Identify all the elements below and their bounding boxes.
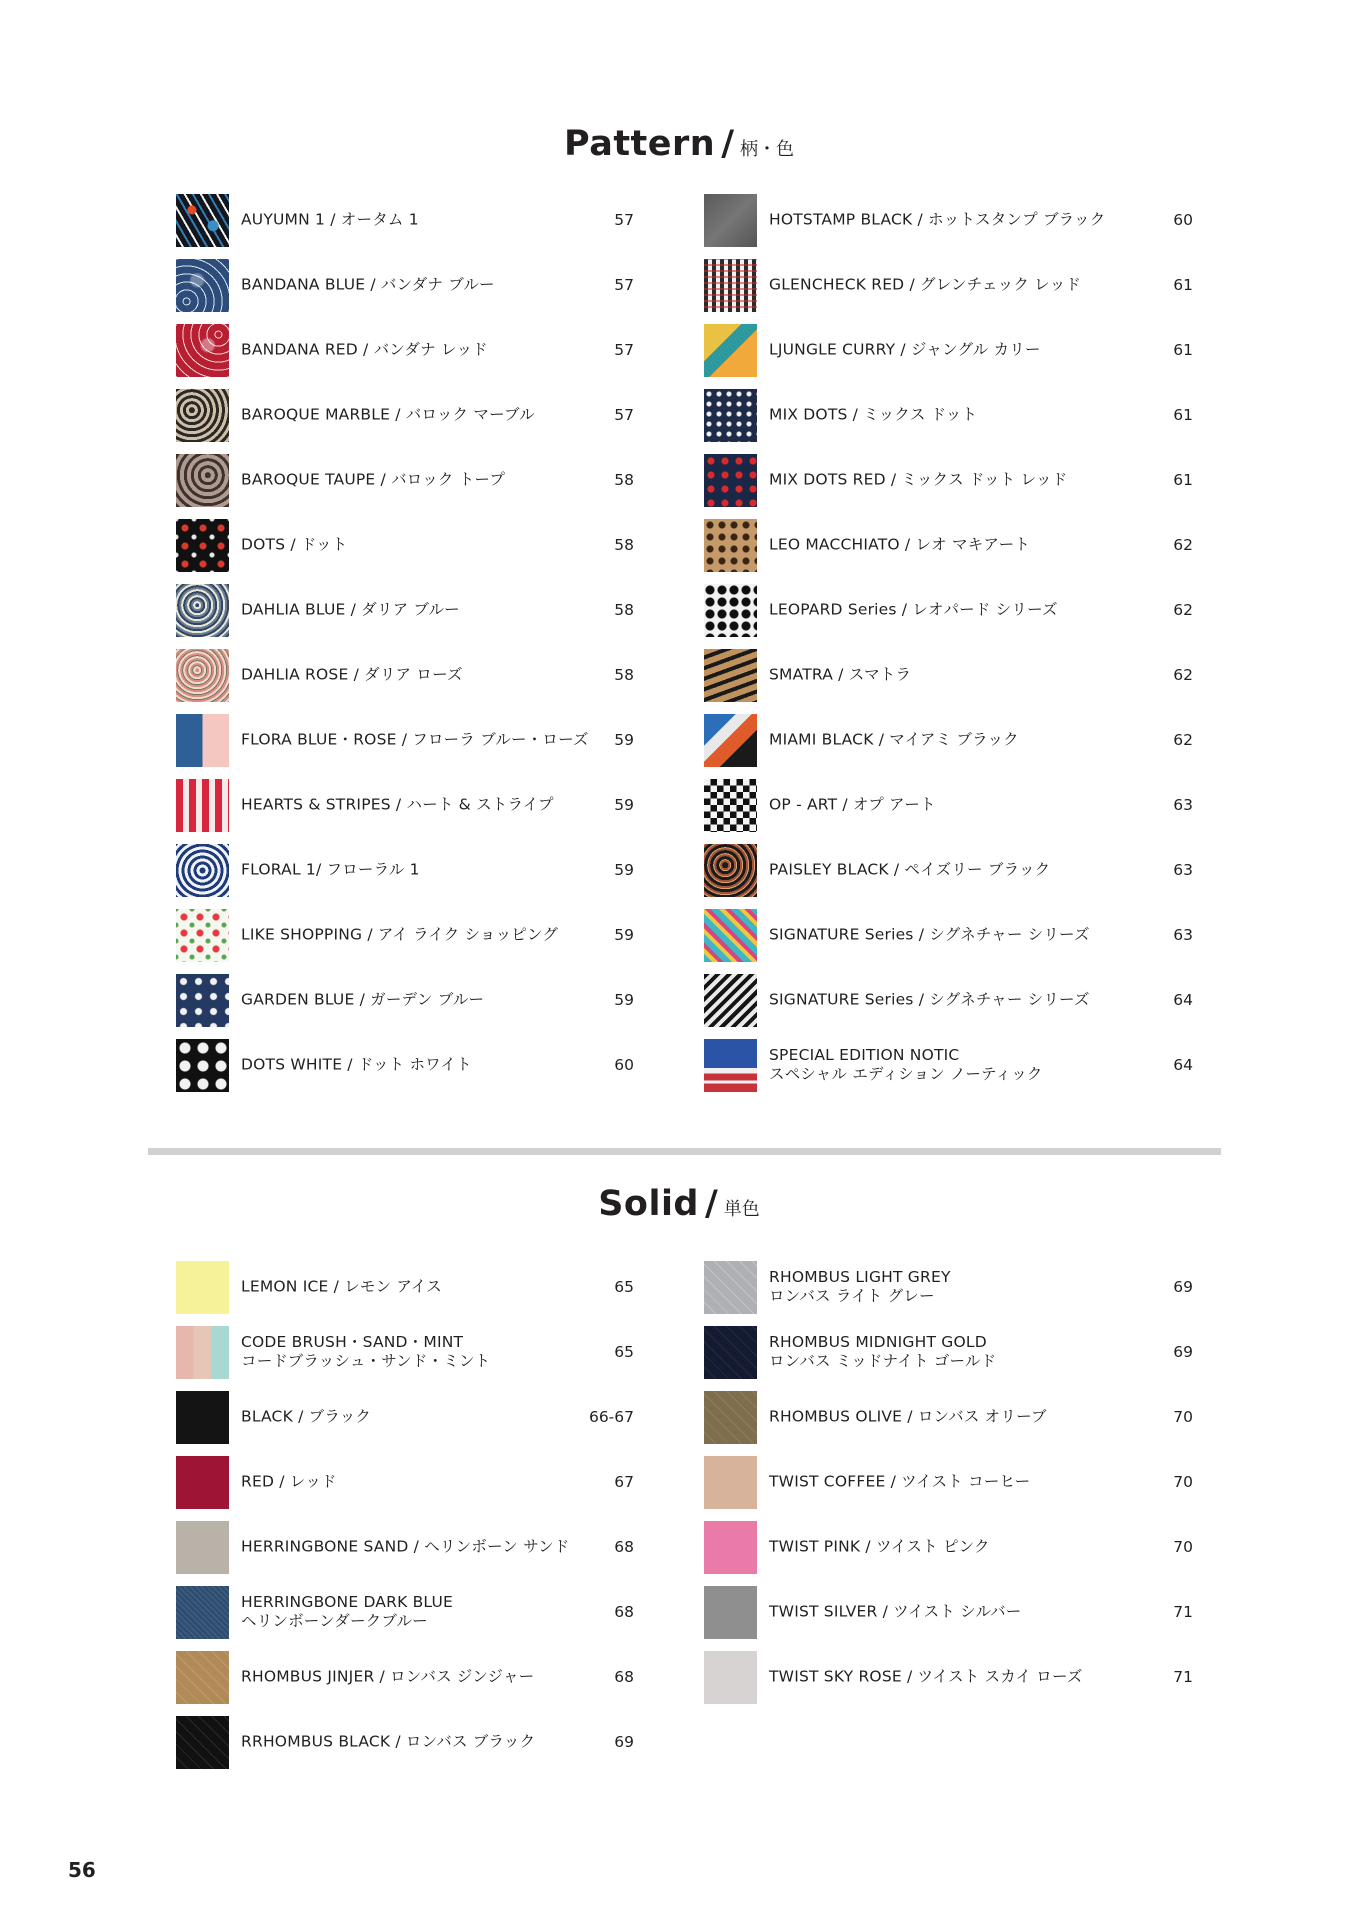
pattern-item-name: SPECIAL EDITION NOTIC: [769, 1046, 960, 1064]
pattern-item: [176, 259, 634, 324]
pattern-title-en: Pattern: [563, 124, 716, 164]
solid-item-name: RHOMBUS LIGHT GREY: [769, 1268, 951, 1286]
pattern-item: [704, 194, 1193, 259]
mix-dots-red-swatch: [704, 454, 757, 507]
hearts-swatch: [176, 779, 229, 832]
solid-item: [176, 1326, 634, 1391]
solid-item-name: RRHOMBUS BLACK / ロンバス ブラック: [241, 1732, 536, 1751]
pattern-item-label: [241, 926, 601, 945]
solid-item-name-ja: ロンバス ライト グレー: [769, 1287, 935, 1305]
pattern-item-name-ja: スペシャル エディション ノーティック: [769, 1065, 1043, 1083]
rhombus-jinjer-swatch: [176, 1651, 229, 1704]
solid-item-name-ja: ヘリンボーンダークブルー: [241, 1612, 428, 1630]
dahlia-rose-swatch: [176, 649, 229, 702]
pattern-item-name: MIAMI BLACK / マイアミ ブラック: [769, 730, 1019, 749]
solid-item-page: 70: [1173, 1473, 1193, 1491]
solid-item-label: [241, 1278, 601, 1297]
solid-item-page: 67: [614, 1473, 634, 1491]
garden-blue-swatch: [176, 974, 229, 1027]
hotstamp-swatch: [704, 194, 757, 247]
pattern-item: [176, 909, 634, 974]
solid-item-page: 66-67: [588, 1408, 634, 1426]
pattern-item-name: OP - ART / オプ アート: [769, 795, 936, 814]
flora-swatch: [176, 714, 229, 767]
pattern-item-page: 63: [1173, 796, 1193, 814]
solid-item-label: [769, 1408, 1129, 1427]
herringbone-blue-swatch: [176, 1586, 229, 1639]
solid-item-name-ja: ロンバス ミッドナイト ゴールド: [769, 1352, 997, 1370]
op-art-swatch: [704, 779, 757, 832]
solid-item: [176, 1456, 634, 1521]
paisley-swatch: [704, 844, 757, 897]
pattern-item-label: [769, 276, 1129, 295]
signature-2-swatch: [704, 974, 757, 1027]
solid-item-label: [241, 1733, 601, 1752]
shopping-swatch: [176, 909, 229, 962]
red-swatch: [176, 1456, 229, 1509]
pattern-item: [704, 909, 1193, 974]
solid-item: [704, 1586, 1193, 1651]
pattern-item-label: [241, 601, 601, 620]
pattern-item-page: 59: [614, 991, 634, 1009]
solid-item-name: RHOMBUS MIDNIGHT GOLD: [769, 1333, 987, 1351]
solid-item-label: [241, 1408, 601, 1427]
pattern-item-name: DOTS WHITE / ドット ホワイト: [241, 1055, 472, 1074]
pattern-item-page: 62: [1173, 666, 1193, 684]
signature-1-swatch: [704, 909, 757, 962]
miami-swatch: [704, 714, 757, 767]
pattern-item: [176, 194, 634, 259]
pattern-item-page: 62: [1173, 731, 1193, 749]
pattern-item-page: 59: [614, 861, 634, 879]
solid-item: [176, 1586, 634, 1651]
pattern-item-name: LIKE SHOPPING / アイ ライク ショッピング: [241, 925, 559, 944]
pattern-item-label: [769, 991, 1129, 1010]
section-divider: [148, 1148, 1221, 1155]
floral-swatch: [176, 844, 229, 897]
solid-item: [176, 1716, 634, 1781]
bandana-red-swatch: [176, 324, 229, 377]
solid-item-label: [241, 1473, 601, 1492]
pattern-item: [704, 1039, 1193, 1104]
pattern-item: [176, 779, 634, 844]
pattern-item-label: [241, 796, 601, 815]
dahlia-blue-swatch: [176, 584, 229, 637]
solid-item-page: 68: [614, 1603, 634, 1621]
pattern-item-page: 61: [1173, 406, 1193, 424]
pattern-item-page: 57: [614, 211, 634, 229]
pattern-item-name: GARDEN BLUE / ガーデン ブルー: [241, 990, 485, 1009]
pattern-item-page: 59: [614, 796, 634, 814]
pattern-item-page: 57: [614, 406, 634, 424]
pattern-item-label: [769, 1046, 1129, 1084]
pattern-item-label: [241, 1056, 601, 1075]
twist-pink-swatch: [704, 1521, 757, 1574]
pattern-item-name: SMATRA / スマトラ: [769, 665, 912, 684]
solid-item-label: [241, 1593, 601, 1631]
pattern-item-name: LJUNGLE CURRY / ジャングル カリー: [769, 340, 1041, 359]
pattern-item-page: 60: [614, 1056, 634, 1074]
solid-item-label: [769, 1473, 1129, 1492]
pattern-item-page: 59: [614, 731, 634, 749]
solid-item-label: [241, 1668, 601, 1687]
pattern-item-page: 58: [614, 601, 634, 619]
pattern-item-page: 59: [614, 926, 634, 944]
lemon-swatch: [176, 1261, 229, 1314]
pattern-item-label: [241, 991, 601, 1010]
solid-item-page: 68: [614, 1538, 634, 1556]
pattern-item: [176, 584, 634, 649]
pattern-item: [176, 714, 634, 779]
pattern-item-name: FLORAL 1/ フローラル 1: [241, 860, 420, 879]
solid-item-name: BLACK / ブラック: [241, 1407, 372, 1426]
pattern-list-left: [176, 194, 634, 1104]
pattern-item-page: 61: [1173, 471, 1193, 489]
dots-swatch: [176, 519, 229, 572]
pattern-item-label: [241, 471, 601, 490]
pattern-item-name: LEOPARD Series / レオパード シリーズ: [769, 600, 1058, 619]
rhombus-olive-swatch: [704, 1391, 757, 1444]
solid-title-ja: 単色: [723, 1199, 760, 1220]
pattern-item-name: GLENCHECK RED / グレンチェック レッド: [769, 275, 1082, 294]
leo-swatch: [704, 519, 757, 572]
solid-item-name: TWIST SILVER / ツイスト シルバー: [769, 1602, 1022, 1621]
pattern-item-page: 57: [614, 341, 634, 359]
solid-item-label: [241, 1333, 601, 1371]
solid-title-slash: /: [705, 1184, 718, 1224]
pattern-item-page: 62: [1173, 536, 1193, 554]
pattern-item-page: 61: [1173, 276, 1193, 294]
glencheck-swatch: [704, 259, 757, 312]
pattern-item-page: 58: [614, 666, 634, 684]
pattern-item: [704, 519, 1193, 584]
solid-item-page: 71: [1173, 1603, 1193, 1621]
pattern-item-label: [241, 666, 601, 685]
black-swatch: [176, 1391, 229, 1444]
pattern-item-label: [769, 471, 1129, 490]
pattern-item: [704, 259, 1193, 324]
pattern-item: [704, 584, 1193, 649]
solid-item: [704, 1391, 1193, 1456]
solid-item: [176, 1651, 634, 1716]
rhombus-midnight-swatch: [704, 1326, 757, 1379]
jungle-swatch: [704, 324, 757, 377]
pattern-item-label: [241, 861, 601, 880]
solid-item-page: 70: [1173, 1538, 1193, 1556]
pattern-item: [176, 454, 634, 519]
pattern-item-label: [241, 211, 601, 230]
solid-item-name: HERRINGBONE DARK BLUE: [241, 1593, 454, 1611]
rhombus-black-swatch: [176, 1716, 229, 1769]
solid-item-name-ja: コードブラッシュ・サンド・ミント: [241, 1352, 491, 1370]
pattern-item-label: [769, 666, 1129, 685]
solid-list-left: [176, 1261, 634, 1781]
pattern-item-label: [769, 601, 1129, 620]
pattern-item-name: SIGNATURE Series / シグネチャー シリーズ: [769, 925, 1090, 944]
pattern-list-right: [704, 194, 1193, 1104]
solid-item: [704, 1651, 1193, 1716]
pattern-item: [176, 389, 634, 454]
code-brush-swatch: [176, 1326, 229, 1379]
pattern-title-slash: /: [721, 124, 734, 164]
pattern-item: [704, 779, 1193, 844]
pattern-item-label: [769, 406, 1129, 425]
pattern-item-page: 58: [614, 471, 634, 489]
mix-dots-swatch: [704, 389, 757, 442]
solid-item-page: 71: [1173, 1668, 1193, 1686]
twist-silver-swatch: [704, 1586, 757, 1639]
pattern-item: [176, 974, 634, 1039]
solid-list-right: [704, 1261, 1193, 1716]
baroque-marble-swatch: [176, 389, 229, 442]
pattern-item-name: MIX DOTS RED / ミックス ドット レッド: [769, 470, 1068, 489]
autumn-swatch: [176, 194, 229, 247]
twist-coffee-swatch: [704, 1456, 757, 1509]
herringbone-sand-swatch: [176, 1521, 229, 1574]
pattern-item-label: [769, 341, 1129, 360]
pattern-item-label: [769, 731, 1129, 750]
solid-item: [704, 1261, 1193, 1326]
pattern-item-name: AUYUMN 1 / オータム 1: [241, 210, 419, 229]
solid-item-name: RHOMBUS JINJER / ロンバス ジンジャー: [241, 1667, 535, 1686]
solid-item-label: [769, 1668, 1129, 1687]
page-number: 56: [68, 1858, 96, 1882]
pattern-item-page: 62: [1173, 601, 1193, 619]
pattern-item-page: 64: [1173, 1056, 1193, 1074]
pattern-item-page: 64: [1173, 991, 1193, 1009]
pattern-item-name: BAROQUE MARBLE / バロック マーブル: [241, 405, 535, 424]
solid-item-label: [769, 1538, 1129, 1557]
pattern-item: [176, 519, 634, 584]
pattern-item-label: [241, 341, 601, 360]
pattern-item-name: SIGNATURE Series / シグネチャー シリーズ: [769, 990, 1090, 1009]
pattern-item-page: 57: [614, 276, 634, 294]
baroque-taupe-swatch: [176, 454, 229, 507]
pattern-item: [704, 324, 1193, 389]
solid-section-title: [0, 1184, 1358, 1224]
solid-item-name: TWIST PINK / ツイスト ピンク: [769, 1537, 990, 1556]
solid-item-name: CODE BRUSH・SAND・MINT: [241, 1333, 464, 1351]
solid-item: [176, 1261, 634, 1326]
pattern-item: [704, 974, 1193, 1039]
pattern-item-name: FLORA BLUE・ROSE / フローラ ブルー・ローズ: [241, 730, 589, 749]
pattern-item-label: [241, 276, 601, 295]
solid-item-name: HERRINGBONE SAND / ヘリンボーン サンド: [241, 1537, 570, 1556]
pattern-item-label: [241, 406, 601, 425]
leopard-swatch: [704, 584, 757, 637]
pattern-item-label: [769, 536, 1129, 555]
pattern-item-page: 60: [1173, 211, 1193, 229]
smatra-swatch: [704, 649, 757, 702]
solid-item-page: 69: [614, 1733, 634, 1751]
special-swatch: [704, 1039, 757, 1092]
pattern-item-label: [241, 731, 601, 750]
solid-item-label: [769, 1333, 1129, 1371]
pattern-item-label: [769, 926, 1129, 945]
pattern-item-label: [241, 536, 601, 555]
pattern-item-page: 58: [614, 536, 634, 554]
pattern-item-page: 61: [1173, 341, 1193, 359]
pattern-item: [704, 649, 1193, 714]
pattern-item-name: DAHLIA BLUE / ダリア ブルー: [241, 600, 460, 619]
solid-item: [704, 1456, 1193, 1521]
pattern-item: [176, 324, 634, 389]
pattern-item-name: LEO MACCHIATO / レオ マキアート: [769, 535, 1031, 554]
pattern-item-page: 63: [1173, 926, 1193, 944]
pattern-item: [176, 649, 634, 714]
solid-item-page: 69: [1173, 1278, 1193, 1296]
solid-item-name: TWIST SKY ROSE / ツイスト スカイ ローズ: [769, 1667, 1083, 1686]
rhombus-grey-swatch: [704, 1261, 757, 1314]
solid-item-page: 65: [614, 1343, 634, 1361]
solid-item-name: RHOMBUS OLIVE / ロンバス オリーブ: [769, 1407, 1047, 1426]
pattern-item: [704, 454, 1193, 519]
solid-item-label: [769, 1268, 1129, 1306]
pattern-item-name: BAROQUE TAUPE / バロック トープ: [241, 470, 506, 489]
pattern-item-name: HOTSTAMP BLACK / ホットスタンプ ブラック: [769, 210, 1106, 229]
twist-sky-rose-swatch: [704, 1651, 757, 1704]
solid-item-name: LEMON ICE / レモン アイス: [241, 1277, 442, 1296]
pattern-item-page: 63: [1173, 861, 1193, 879]
pattern-title-ja: 柄・色: [740, 139, 794, 160]
pattern-item: [704, 389, 1193, 454]
solid-item-page: 65: [614, 1278, 634, 1296]
solid-item: [176, 1391, 634, 1456]
pattern-item-name: HEARTS & STRIPES / ハート & ストライプ: [241, 795, 554, 814]
pattern-item-name: BANDANA RED / バンダナ レッド: [241, 340, 488, 359]
solid-item-name: TWIST COFFEE / ツイスト コーヒー: [769, 1472, 1031, 1491]
pattern-item-name: PAISLEY BLACK / ペイズリー ブラック: [769, 860, 1051, 879]
solid-item-label: [769, 1603, 1129, 1622]
pattern-item: [704, 714, 1193, 779]
solid-item-page: 69: [1173, 1343, 1193, 1361]
pattern-item-label: [769, 861, 1129, 880]
solid-item: [704, 1326, 1193, 1391]
dots-white-swatch: [176, 1039, 229, 1092]
solid-item-label: [241, 1538, 601, 1557]
pattern-item: [176, 1039, 634, 1104]
pattern-item-name: DOTS / ドット: [241, 535, 348, 554]
pattern-item-name: BANDANA BLUE / バンダナ ブルー: [241, 275, 495, 294]
solid-item-page: 70: [1173, 1408, 1193, 1426]
bandana-blue-swatch: [176, 259, 229, 312]
solid-title-en: Solid: [598, 1184, 699, 1224]
pattern-item-name: MIX DOTS / ミックス ドット: [769, 405, 978, 424]
solid-item-name: RED / レッド: [241, 1472, 337, 1491]
pattern-section-title: [0, 124, 1358, 164]
pattern-item-name: DAHLIA ROSE / ダリア ローズ: [241, 665, 463, 684]
pattern-item-label: [769, 211, 1129, 230]
solid-item: [176, 1521, 634, 1586]
pattern-item-label: [769, 796, 1129, 815]
solid-item-page: 68: [614, 1668, 634, 1686]
solid-item: [704, 1521, 1193, 1586]
pattern-item: [176, 844, 634, 909]
pattern-item: [704, 844, 1193, 909]
